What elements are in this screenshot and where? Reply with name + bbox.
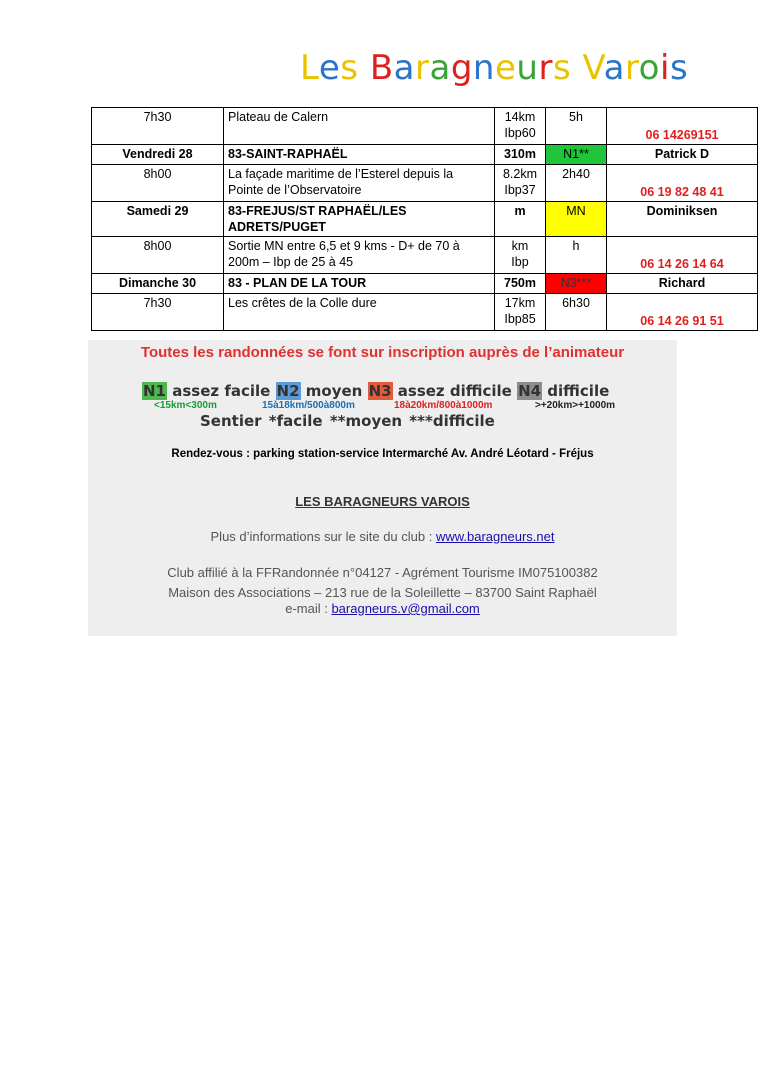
registration-notice: Toutes les randonnées se font sur inscription auprès de l’animateur	[140, 344, 625, 361]
hike-time: 7h30	[92, 108, 224, 145]
day-level-badge: N1**	[546, 145, 607, 165]
meeting-point: Rendez-vous : parking station-service Intermarché Av. André Léotard - Fréjus	[171, 448, 594, 460]
leader-phone[interactable]: 06 19 82 48 41	[640, 185, 724, 199]
hike-duration: 2h40	[546, 165, 607, 202]
day-leader: Dominiksen	[607, 202, 758, 237]
hike-ibp: Ibp37	[504, 183, 536, 197]
hike-distance: 8.2km	[502, 167, 538, 181]
day-header-row	[92, 145, 758, 165]
hike-ibp: Ibp	[511, 255, 529, 269]
hike-time: 8h00	[92, 237, 224, 274]
hike-distance-ibp	[495, 237, 546, 274]
hike-description: Plateau de Calern	[224, 108, 495, 145]
hike-row	[92, 294, 758, 331]
day-leader: Patrick D	[607, 145, 758, 165]
day-label: Samedi 29	[92, 202, 224, 237]
hike-row	[92, 165, 758, 202]
address-line: Maison des Associations – 213 rue de la Soleillette – 83700 Saint Raphaël	[168, 585, 597, 600]
day-level-badge: MN	[546, 202, 607, 237]
day-elevation: 750m	[495, 274, 546, 294]
difficulty-legend	[142, 382, 609, 400]
trail-difficulty-stars: Sentier *facile **moyen ***difficile	[200, 412, 495, 430]
hike-contact	[607, 108, 758, 145]
level-n3-label: assez difficile	[392, 382, 518, 400]
hike-ibp: Ibp60	[504, 126, 536, 140]
hike-distance: km	[511, 239, 529, 253]
program-table	[91, 107, 758, 331]
level-n1-badge: N1	[143, 382, 166, 400]
hike-description: La façade maritime de l’Esterel depuis la Pointe de l’Observatoire	[224, 165, 495, 202]
email-prefix: e-mail :	[285, 601, 332, 616]
day-location: 83-SAINT-RAPHAËL	[224, 145, 495, 165]
website-line	[88, 529, 677, 544]
day-leader: Richard	[607, 274, 758, 294]
hike-duration: h	[546, 237, 607, 274]
hike-contact	[607, 165, 758, 202]
email-link[interactable]: baragneurs.v@gmail.com	[331, 601, 480, 616]
hike-distance-ibp	[495, 108, 546, 145]
hike-description: Les crêtes de la Colle dure	[224, 294, 495, 331]
hike-distance-ibp	[495, 294, 546, 331]
affiliation-line: Club affilié à la FFRandonnée n°04127 - Agrément Tourisme IM075100382	[167, 565, 598, 580]
level-n4-range: >+20km>+1000m	[535, 400, 616, 411]
hike-row	[92, 237, 758, 274]
level-n2-range: 15à18km/500à800m	[262, 400, 355, 411]
day-label: Vendredi 28	[92, 145, 224, 165]
day-location: 83-FREJUS/ST RAPHAËL/LES ADRETS/PUGET	[224, 202, 495, 237]
day-header-row	[92, 202, 758, 237]
hike-row	[92, 108, 758, 145]
club-logo-title: Les Baragneurs Varois	[300, 48, 689, 88]
level-n2-badge: N2	[276, 382, 300, 400]
hike-distance: 14km	[504, 110, 536, 124]
leader-phone[interactable]: 06 14269151	[645, 128, 719, 142]
day-header-row	[92, 274, 758, 294]
hike-duration: 6h30	[546, 294, 607, 331]
level-n2-label: moyen	[300, 382, 368, 400]
website-link[interactable]: www.baragneurs.net	[435, 529, 555, 544]
level-n1-range: <15km<300m	[154, 400, 217, 411]
email-line	[88, 601, 677, 616]
level-n3-range: 18à20km/800à1000m	[394, 400, 493, 411]
day-label: Dimanche 30	[92, 274, 224, 294]
day-elevation: 310m	[495, 145, 546, 165]
website-prefix: Plus d’informations sur le site du club :	[210, 529, 436, 544]
leader-phone[interactable]: 06 14 26 14 64	[640, 257, 724, 271]
info-box	[88, 340, 677, 636]
level-n4-badge: N4	[518, 382, 542, 400]
level-n4-label: difficile	[542, 382, 610, 400]
hike-contact	[607, 237, 758, 274]
day-location: 83 - PLAN DE LA TOUR	[224, 274, 495, 294]
hike-time: 7h30	[92, 294, 224, 331]
level-n1-label: assez facile	[167, 382, 276, 400]
hike-distance-ibp	[495, 165, 546, 202]
day-elevation: m	[495, 202, 546, 237]
club-name-heading: LES BARAGNEURS VAROIS	[295, 494, 470, 509]
hike-distance: 17km	[504, 296, 536, 310]
hike-ibp: Ibp85	[504, 312, 536, 326]
hike-duration: 5h	[546, 108, 607, 145]
hike-time: 8h00	[92, 165, 224, 202]
level-n3-badge: N3	[368, 382, 392, 400]
hike-description: Sortie MN entre 6,5 et 9 kms - D+ de 70 à 200m – Ibp de 25 à 45	[224, 237, 495, 274]
leader-phone[interactable]: 06 14 26 91 51	[640, 314, 724, 328]
hike-contact	[607, 294, 758, 331]
day-level-badge: N3***	[546, 274, 607, 294]
